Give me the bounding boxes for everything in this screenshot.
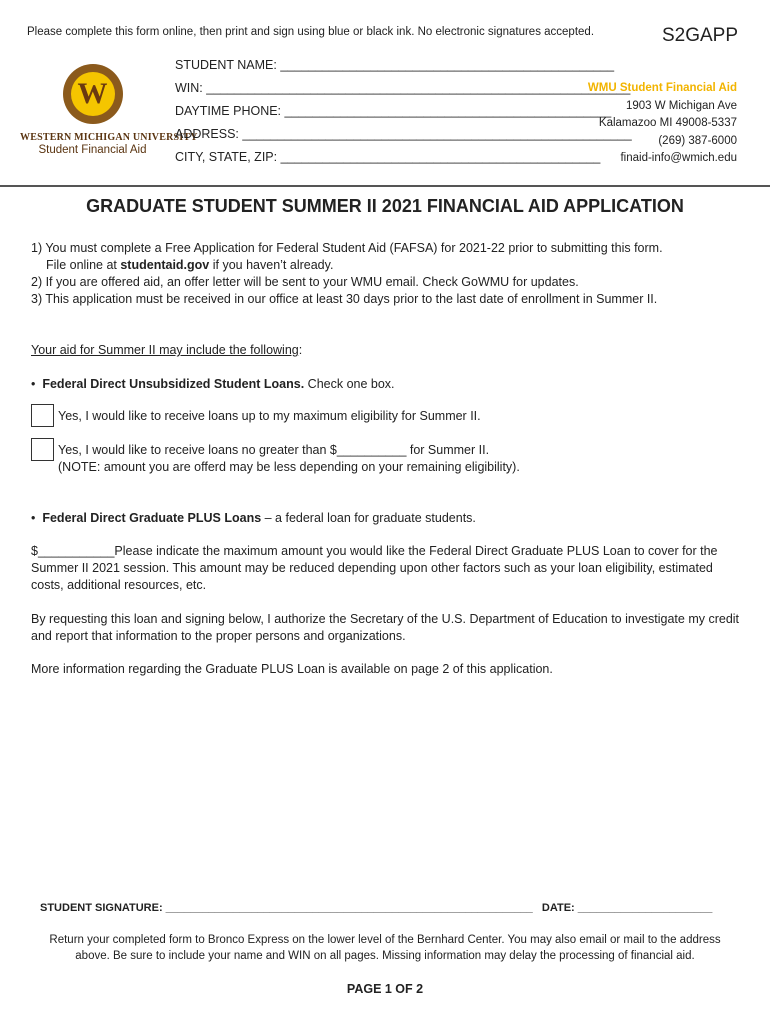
step-2: 2) If you are offered aid, an offer letter will be sent to your WMU email. Check GoWMU for updates.	[31, 275, 579, 289]
win-field[interactable]: WIN: _____________________________________________________________	[175, 81, 631, 95]
max-eligibility-label: Yes, I would like to receive loans up to my maximum eligibility for Summer II.	[58, 409, 481, 423]
plus-amount-request[interactable]: $___________Please indicate the maximum amount you would like the Federal Direct Graduate PLUS Loan to cover for the Summer II 2021 session. This amount may be reduced depending upon other factors such as your loan eligibility, estimated costs, additional resources, etc.	[31, 544, 718, 592]
studentaid-link[interactable]: studentaid.gov	[120, 258, 210, 272]
daytime-phone-field[interactable]: DAYTIME PHONE: _______________________________________________	[175, 104, 612, 118]
city-state-zip-field[interactable]: CITY, STATE, ZIP: ______________________________________________	[175, 150, 601, 164]
limit-amount-label: Yes, I would like to receive loans no greater than $__________ for Summer II.	[58, 443, 490, 457]
signature-line	[40, 902, 712, 914]
unsub-option-max	[31, 408, 481, 427]
instructions-notice: Please complete this form online, then print and sign using blue or black ink. No electronic signatures accepted.	[27, 26, 595, 38]
wmu-logo	[20, 64, 198, 156]
plus-more-info: More information regarding the Graduate PLUS Loan is available on page 2 of this application.	[31, 662, 553, 676]
limit-amount-note: (NOTE: amount you are offerd may be less depending on your remaining eligibility).	[58, 460, 520, 474]
unsub-loans-heading: • Federal Direct Unsubsidized Student Loans. Check one box.	[31, 377, 395, 391]
step-3: 3) This application must be received in our office at least 30 days prior to the last date of enrollment in Summer II.	[31, 292, 658, 306]
aid-intro: Your aid for Summer II may include the following:	[31, 343, 303, 357]
return-instructions: Return your completed form to Bronco Express on the lower level of the Bernhard Center. You may also email or mail to the address above. Be sure to include your name and WIN on all pages. Missing information may delay the processing of financial aid.	[49, 934, 721, 962]
office-contact	[588, 80, 737, 168]
contact-org: WMU Student Financial Aid	[587, 82, 737, 94]
address-field[interactable]: ADDRESS: ________________________________________________________	[175, 127, 632, 141]
step-1-continued: File online at studentaid.gov if you haven’t already.	[46, 258, 334, 272]
student-name-field[interactable]: STUDENT NAME: ________________________________________________	[175, 58, 615, 72]
max-eligibility-checkbox[interactable]	[31, 404, 54, 427]
authorization-text: By requesting this loan and signing below, I authorize the Secretary of the U.S. Department of Education to investigate my credit and report that information to the proper persons and organizations.	[31, 612, 740, 643]
page-title: GRADUATE STUDENT SUMMER II 2021 FINANCIAL AID APPLICATION	[86, 196, 684, 216]
contact-phone: (269) 387-6000	[658, 134, 737, 147]
unsub-option-limit	[31, 442, 520, 476]
plus-loans-heading: • Federal Direct Graduate PLUS Loans – a federal loan for graduate students.	[31, 511, 476, 525]
student-signature-field[interactable]: STUDENT SIGNATURE: ____________________________________________________________	[40, 902, 533, 914]
student-info-fields	[175, 57, 632, 172]
limit-amount-checkbox[interactable]	[31, 438, 54, 461]
contact-street: 1903 W Michigan Ave	[625, 99, 737, 112]
logo-university: WESTERN MICHIGAN UNIVERSITY	[20, 132, 198, 143]
page-number: PAGE 1 OF 2	[346, 982, 424, 996]
header-divider	[0, 185, 770, 187]
instructions-list	[31, 240, 751, 308]
contact-city: Kalamazoo MI 49008-5337	[598, 117, 737, 129]
form-code: S2GAPP	[661, 25, 738, 46]
contact-email: finaid-info@wmich.edu	[620, 152, 737, 164]
logo-letter: W	[71, 72, 115, 116]
logo-department: Student Financial Aid	[38, 144, 147, 156]
date-field[interactable]: DATE: ______________________	[541, 902, 713, 914]
step-1: 1) You must complete a Free Application for Federal Student Aid (FAFSA) for 2021-22 prior to submitting this form.	[31, 241, 663, 255]
logo-emblem	[63, 64, 123, 124]
